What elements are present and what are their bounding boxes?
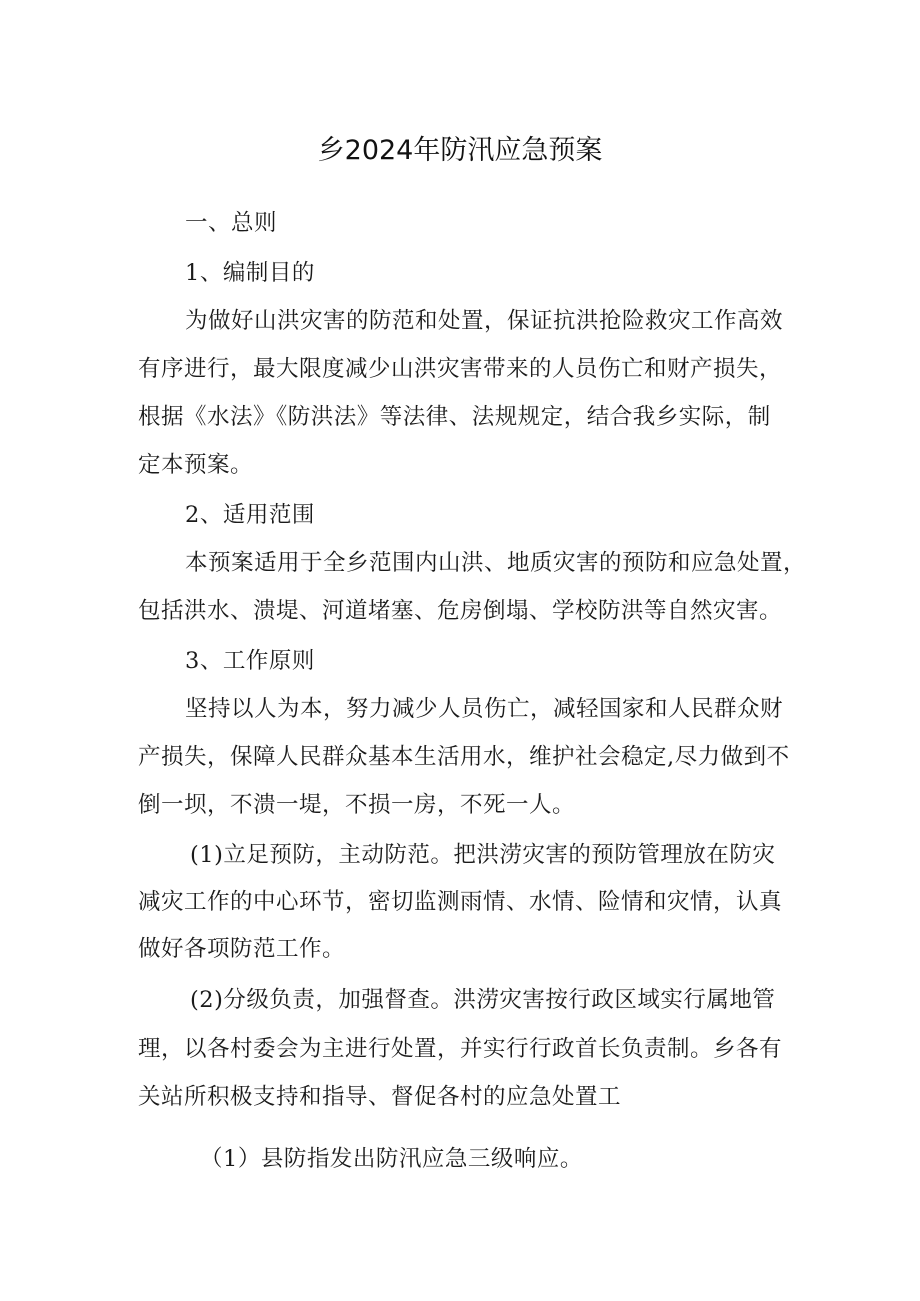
paragraph-line: （1）县防指发出防汛应急三级响应。 bbox=[200, 1146, 583, 1172]
paragraph-line: 定本预案。 bbox=[138, 452, 254, 478]
paragraph-line: 产损失，保障人民群众基本生活用水，维护社会稳定,尽力做到不 bbox=[138, 744, 790, 770]
paragraph-line: 关站所积极支持和指导、督促各村的应急处置工 bbox=[138, 1084, 622, 1110]
subsection-heading-scope: 2、适用范围 bbox=[185, 502, 315, 528]
paragraph-line: 本预案适用于全乡范围内山洪、地质灾害的预防和应急处置， bbox=[185, 550, 807, 576]
paragraph-line: 包括洪水、溃堤、河道堵塞、危房倒塌、学校防洪等自然灾害。 bbox=[138, 598, 783, 624]
paragraph-line: 做好各项防范工作。 bbox=[138, 936, 346, 962]
paragraph-line: 坚持以人为本，努力减少人员伤亡，减轻国家和人民群众财 bbox=[185, 696, 784, 722]
paragraph-line: 理，以各村委会为主进行处置，并实行行政首长负责制。乡各有 bbox=[138, 1036, 783, 1062]
paragraph-line: 倒一坝，不溃一堤，不损一房，不死一人。 bbox=[138, 792, 576, 818]
paragraph-line: 根据《水法》《防洪法》等法律、法规规定，结合我乡实际，制 bbox=[138, 404, 771, 430]
paragraph-line: 有序进行，最大限度减少山洪灾害带来的人员伤亡和财产损失， bbox=[138, 356, 783, 382]
paragraph-line: 减灾工作的中心环节，密切监测雨情、水情、险情和灾情，认真 bbox=[138, 889, 783, 915]
paragraph-line: (1)立足预防，主动防范。把洪涝灾害的预防管理放在防灾 bbox=[190, 842, 776, 868]
paragraph-line: 为做好山洪灾害的防范和处置，保证抗洪抢险救灾工作高效 bbox=[185, 308, 784, 334]
section-heading-general: 一、总则 bbox=[185, 210, 278, 236]
document-title: 乡2024年防汛应急预案 bbox=[317, 135, 603, 166]
subsection-heading-purpose: 1、编制目的 bbox=[185, 260, 315, 286]
subsection-heading-principles: 3、工作原则 bbox=[185, 648, 315, 674]
paragraph-line: (2)分级负责，加强督查。洪涝灾害按行政区域实行属地管 bbox=[190, 987, 776, 1013]
